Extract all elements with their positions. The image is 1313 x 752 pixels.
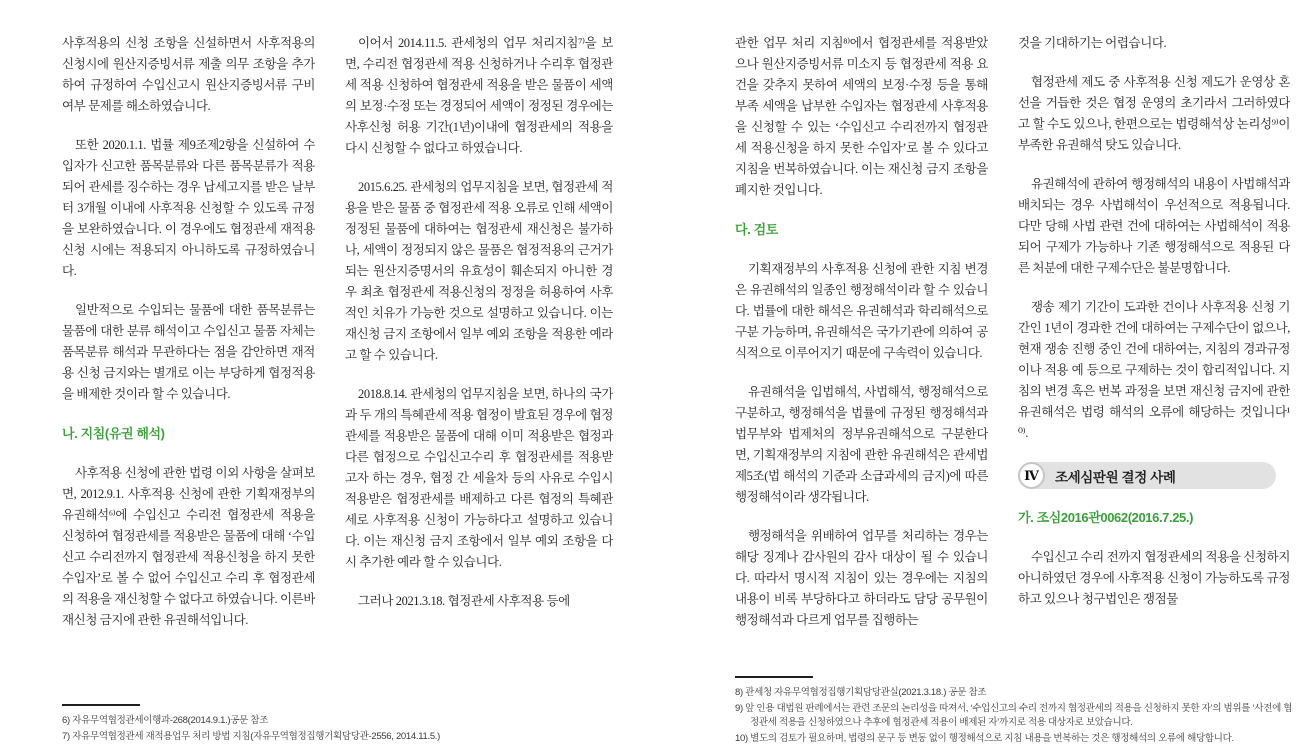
- paragraph: 유권해석에 관하여 행정해석의 내용이 사법해석과 배치되는 경우 사법해석이 우선적으로 적용됩니다. 다만 당해 사법 관련 건에 대하여는 사법해석이 적용되어 구제가 가능하나 기존 행정해석으로 적용된 다른 처분에 대한 구제수단은 불분명합니다.: [1018, 177, 1290, 275]
- paragraph: 협정관세 제도 중 사후적용 신청 제도가 운영상 혼선을 거듭한 것은 협정 운영의 초기라서 그러하였다고 할 수도 있으나, 한편으로는 법령해석상 논리성⁹⁾이 부족한 유권해석 탓도 있습니다.: [1018, 75, 1290, 152]
- subheading-na-jichim: 나. 지침(유권 해석): [62, 426, 165, 441]
- paragraph: 일반적으로 수입되는 물품에 대한 품목분류는 물품에 대한 분류 해석이고 수입신고 물품 자체는 품목분류 해석과 무관하다는 점을 감안하면 재적용 신청 금지와는 별개로 이는 부당하게 협정적용을 배제한 것이라 할 수 있습니다.: [62, 303, 315, 401]
- subheading-ga-case: 가. 조심2016관0062(2016.7.25.): [1018, 510, 1193, 525]
- paragraph: 그러나 2021.3.18. 협정관세 사후적용 등에: [358, 594, 570, 608]
- paragraph: 유권해석을 입법해석, 사법해석, 행정해석으로 구분하고, 행정해석을 법률에 규정된 행정해석과 법무부와 법제처의 정부유권해석으로 구분한다면, 기획재정부의 지침에 관한 유권해석은 관세법 제5조(법 해석의 기준과 소급과세의 금지)에 따른 행정해석이라 생각됩니다.: [735, 385, 988, 504]
- paragraph: 수입신고 수리 전까지 협정관세의 적용을 신청하지 아니하였던 경우에 사후적용 신청이 가능하도록 규정하고 있으나 청구법인은 쟁점물: [1018, 550, 1290, 606]
- paragraph: 것을 기대하기는 어렵습니다.: [1018, 36, 1167, 50]
- left-page-column-1: [62, 33, 315, 681]
- footnote: 6) 자유무역협정관세이행과-268(2014.9.1.)공문 참조: [62, 715, 269, 726]
- paragraph: 기획재정부의 사후적용 신청에 관한 지침 변경은 유권해석의 일종인 행정해석이라 할 수 있습니다. 법률에 대한 해석은 유권해석과 학리해석으로 구분 가능하며, 유권해석은 국가기관에 의하여 공식적으로 이루어지기 때문에 구속력이 있습니다.: [735, 262, 988, 360]
- section-number-badge: Ⅳ: [1018, 462, 1045, 489]
- footnote: 8) 관세청 자유무역협정집행기획담당관실(2021.3.18.) 공문 참조: [735, 687, 987, 698]
- left-page-footnotes: [62, 704, 617, 746]
- subheading-da-geomto: 다. 검토: [735, 222, 778, 237]
- paragraph: 이어서 2014.11.5. 관세청의 업무 처리지침⁷⁾을 보면, 수리전 협정관세 적용 신청하거나 수리후 협정관세 적용 신청하여 협정관세 적용을 받은 물품이 세액의 보정·수정 또는 경정되어 세액이 정정된 경우에는 사후신청 허용 기간(1년)이내에 협정관세의 적용을 다시 신청할 수 없다고 하였습니다.: [345, 36, 613, 155]
- paragraph: 2015.6.25. 관세청의 업무지침을 보면, 협정관세 적용을 받은 물품 중 협정관세 적용 오류로 인해 세액이 정정된 물품에 대하여는 협정관세 재신청은 불가하나, 세액이 정정되지 않은 물품은 협정적용의 근거가 되는 원산지증명서의 유효성이 훼손되지 아니한 경우 최초 협정관세 적용신청의 정정을 허용하여 사후적인 치유가 가능한 것으로 설명하고 있습니다. 이는 재신청 금지 조항에서 일부 예외 조항을 적용한 예라고 할 수 있습니다.: [345, 180, 613, 362]
- paragraph: 사후적용의 신청 조항을 신설하면서 사후적용의 신청시에 원산지증빙서류 제출 의무 조항을 추가하여 규정하여 수입신고시 원산지증빙서류 구비 여부 문제를 해소하였습니다.: [62, 36, 315, 113]
- paragraph: 쟁송 제기 기간이 도과한 건이나 사후적용 신청 기간인 1년이 경과한 건에 대하여는 구제수단이 없으나, 현재 쟁송 진행 중인 건에 대하여는, 지침의 경과규정이나 적용 예 등으로 구제하는 것이 합리적입니다. 지침의 변경 혹은 번복 과정을 보면 재신청 금지에 관한 유권해석은 법령 해석의 오류에 해당하는 것입니다¹⁰⁾.: [1018, 300, 1290, 440]
- right-page-footnotes: [735, 676, 1297, 748]
- right-page-column-2: [1018, 33, 1290, 681]
- right-page-column-1: [735, 33, 988, 681]
- section-heading-pill: [1018, 462, 1276, 489]
- paragraph: 행정해석을 위배하여 업무를 처리하는 경우는 해당 징계나 감사원의 감사 대상이 될 수 있습니다. 따라서 명시적 지침이 있는 경우에는 지침의 내용이 비록 부당하다고 하더라도 담당 공무원이 행정해석과 다르게 업무를 집행하는: [735, 529, 988, 627]
- footnote-divider: [62, 704, 140, 706]
- paragraph: 또한 2020.1.1. 법률 제9조제2항을 신설하여 수입자가 신고한 품목분류와 다른 품목분류가 적용되어 관세를 징수하는 경우 납세고지를 받은 날부터 3개월 이내에 사후적용 신청할 수 있도록 규정을 보완하였습니다. 이 경우에도 협정관세 재적용 신청 시에는 적용되지 아니하도록 규정하였습니다.: [62, 138, 315, 278]
- footnote-divider: [735, 676, 813, 678]
- paragraph: 관한 업무 처리 지침⁸⁾에서 협정관세를 적용받았으나 원산지증빙서류 미소지 등 협정관세 적용 요건을 갖추지 못하여 세액의 보정·수정 등을 통해 부족 세액을 납부한 수입자는 협정관세 사후적용을 신청할 수 있는 ‘수입신고 수리전까지 협정관세 적용신청을 하지 못한 수입자’로 볼 수 있다고 지침을 번복하였습니다. 이는 재신청 금지 조항을 폐지한 것입니다.: [735, 36, 988, 197]
- paragraph: 사후적용 신청에 관한 법령 이외 사항을 살펴보면, 2012.9.1. 사후적용 신청에 관한 기획재정부의 유권해석⁶⁾에 수입신고 수리전 협정관세 적용을 신청하여 협정관세를 적용받은 물품에 대해 ‘수입신고 수리전까지 협정관세 적용신청을 하지 못한 수입자’로 볼 수 없어 수입신고 수리 후 협정관세의 적용을 재신청할 수 없다고 하였습니다. 이른바 재신청 금지에 관한 유권해석입니다.: [62, 466, 315, 627]
- footnote: 10) 별도의 검토가 필요하며, 법령의 문구 등 변동 없이 행정해석으로 지침 내용을 번복하는 것은 행정해석의 오류에 해당합니다.: [735, 732, 1234, 744]
- footnote: 9) 앞 인용 대법원 판례에서는 관련 조문의 논리성을 따져서, ‘수입신고의 수리 전까지 협정관세의 적용을 신청하지 못한 자’의 범위를 ‘사전에 협정관세 적용을 신청하였으나 추후에 협정관세 적용이 배제된 자’까지로 적용 대상자로 보았습니다.: [735, 703, 1293, 728]
- left-page-column-2: [345, 33, 613, 681]
- footnote: 7) 자유무역협정관세 재적용업무 처리 방법 지침(자유무역협정집행기획담당관-2556, 2014.11.5.): [62, 731, 441, 742]
- section-heading-title: 조세심판원 결정 사례: [1055, 469, 1176, 485]
- paragraph: 2018.8.14. 관세청의 업무지침을 보면, 하나의 국가과 두 개의 특혜관세 적용 협정이 발효된 경우에 협정관세를 적용받은 물품에 대해 이미 적용받은 협정과 다른 협정으로 수입신고수리 후 협정관세를 적용받고자 하는 경우, 협정 간 세율차 등의 사유로 수입시 적용받은 협정관세를 배제하고 다른 협정의 특혜관세로 사후적용 신청이 가능하다고 설명하고 있습니다. 이는 재신청 금지 조항에서 일부 예외 조항을 다시 추가한 예라 할 수 있습니다.: [345, 387, 613, 569]
